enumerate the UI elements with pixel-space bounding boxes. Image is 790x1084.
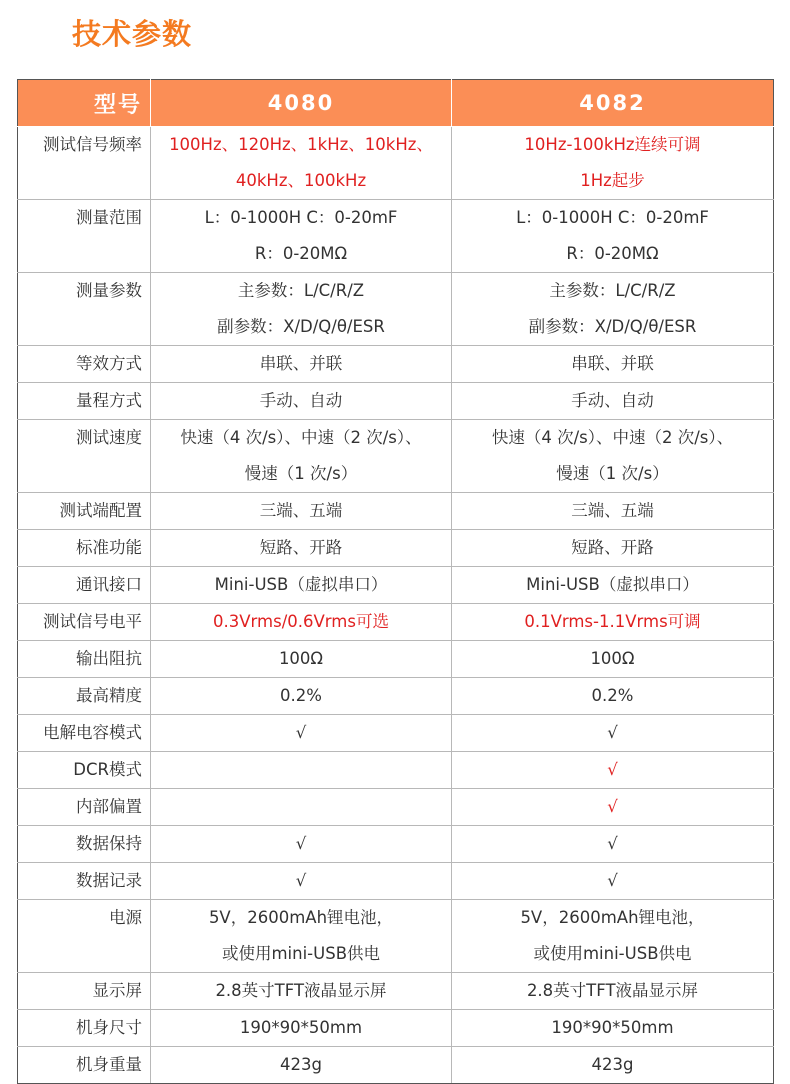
value-4080-cell [151,973,452,1010]
value-4082-line: 手动、自动 [571,391,654,410]
table-row [18,789,774,826]
row-label: 测试速度 [18,420,151,493]
value-4080-cell [151,641,452,678]
value-4080-cell [151,1010,452,1047]
value-4080-line: √ [295,834,307,853]
table-row [18,200,774,273]
value-4082-cell [452,973,774,1010]
value-4080-cell [151,420,452,493]
value-4080-line: 100Hz、120Hz、1kHz、10kHz、 [169,135,433,154]
table-row [18,641,774,678]
row-label: 内部偏置 [18,789,151,826]
value-4080-cell [151,752,452,789]
value-4082-cell [452,127,774,200]
value-4080-line: 快速（4 次/s）、中速（2 次/s）、 [180,428,422,447]
value-4080-line: 0.3Vrms/0.6Vrms可选 [213,612,389,631]
table-row [18,826,774,863]
value-4080-line [151,752,451,788]
row-label: 机身重量 [18,1047,151,1084]
row-label: 数据保持 [18,826,151,863]
table-row [18,604,774,641]
value-4082-cell [452,420,774,493]
value-4080-line: √ [295,723,307,742]
table-row [18,678,774,715]
value-4082-cell [452,273,774,346]
row-label: 机身尺寸 [18,1010,151,1047]
value-4080-line: 手动、自动 [259,391,343,410]
value-4082-line: 串联、并联 [571,354,654,373]
value-4082-cell [452,200,774,273]
row-label: 电解电容模式 [18,715,151,752]
value-4082-line: 0.2% [591,686,634,705]
value-4082-cell [452,346,774,383]
table-row [18,420,774,493]
header-model-4082: 4082 [452,80,774,127]
table-row [18,346,774,383]
value-4082-line: 主参数：L/C/R/Z [549,281,676,300]
table-row [18,567,774,604]
value-4082-cell [452,1047,774,1084]
value-4082-line: 或使用mini-USB供电 [533,944,692,963]
value-4082-line: 2.8英寸TFT液晶显示屏 [526,981,699,1000]
value-4080-cell [151,127,452,200]
value-4080-cell [151,789,452,826]
page-title: 技术参数 [72,17,193,51]
value-4080-line: R：0-20MΩ [254,244,348,263]
value-4082-cell [452,715,774,752]
header-model-4080: 4080 [151,80,452,127]
table-row [18,1047,774,1084]
table-row [18,127,774,200]
value-4082-cell [452,900,774,973]
table-row [18,900,774,973]
value-4080-cell [151,567,452,604]
value-4080-cell [151,900,452,973]
value-4082-cell [452,493,774,530]
value-4082-line: L：0-1000H C：0-20mF [516,208,709,227]
value-4082-line: 短路、开路 [571,538,654,557]
row-label: 测试端配置 [18,493,151,530]
value-4080-cell [151,826,452,863]
value-4082-line: 423g [591,1055,634,1074]
table-row [18,530,774,567]
value-4080-cell [151,715,452,752]
value-4080-cell [151,530,452,567]
row-label: 输出阻抗 [18,641,151,678]
value-4082-line: 慢速（1 次/s） [556,464,669,483]
value-4080-line: 副参数：X/D/Q/θ/ESR [217,317,385,336]
value-4082-cell [452,1010,774,1047]
value-4080-line: 40kHz、100kHz [235,171,367,190]
value-4080-cell [151,863,452,900]
value-4082-line: Mini-USB（虚拟串口） [526,575,699,594]
value-4080-line: 5V，2600mAh锂电池， [208,908,394,927]
value-4082-line: 0.1Vrms-1.1Vrms可调 [524,612,701,631]
value-4082-line: 5V，2600mAh锂电池， [520,908,705,927]
value-4082-line: 10Hz-100kHz连续可调 [524,135,701,154]
table-row [18,973,774,1010]
row-label: 测量范围 [18,200,151,273]
value-4080-line: Mini-USB（虚拟串口） [214,575,388,594]
value-4080-line: 0.2% [280,686,322,705]
value-4082-line: 190*90*50mm [551,1018,674,1037]
value-4082-line: √ [607,797,618,816]
value-4080-cell [151,383,452,420]
table-row [18,383,774,420]
value-4082-cell [452,752,774,789]
value-4082-line: √ [607,760,618,779]
row-label: 测试信号电平 [18,604,151,641]
value-4080-line: 423g [280,1055,322,1074]
row-label: 标准功能 [18,530,151,567]
value-4082-cell [452,863,774,900]
value-4080-line [151,789,451,825]
header-model-label: 型号 [18,80,151,127]
row-label: 数据记录 [18,863,151,900]
row-label: DCR模式 [18,752,151,789]
value-4082-cell [452,383,774,420]
row-label: 最高精度 [18,678,151,715]
table-row [18,752,774,789]
table-header-row [18,80,774,127]
value-4080-line: 主参数：L/C/R/Z [237,281,365,300]
value-4080-line: 100Ω [278,649,324,668]
value-4080-line: 或使用mini-USB供电 [221,944,381,963]
row-label: 通讯接口 [18,567,151,604]
value-4080-cell [151,493,452,530]
value-4082-line: 三端、五端 [571,501,654,520]
table-row [18,493,774,530]
value-4080-line: 慢速（1 次/s） [244,464,358,483]
value-4080-line: 串联、并联 [259,354,343,373]
value-4082-cell [452,604,774,641]
value-4082-cell [452,678,774,715]
value-4082-line: R：0-20MΩ [566,244,659,263]
value-4080-cell [151,346,452,383]
value-4082-line: √ [607,834,618,853]
row-label: 测试信号频率 [18,127,151,200]
value-4082-cell [452,789,774,826]
table-row [18,863,774,900]
value-4080-line: 短路、开路 [259,538,343,557]
value-4080-line: L：0-1000H C：0-20mF [204,208,398,227]
value-4082-line: 100Ω [590,649,635,668]
value-4082-cell [452,641,774,678]
row-label: 显示屏 [18,973,151,1010]
value-4082-line: √ [607,871,618,890]
value-4080-cell [151,678,452,715]
value-4082-line: √ [607,723,618,742]
value-4082-cell [452,567,774,604]
row-label: 量程方式 [18,383,151,420]
value-4080-cell [151,200,452,273]
value-4080-line: √ [295,871,307,890]
value-4080-line: 190*90*50mm [239,1018,363,1037]
value-4082-cell [452,826,774,863]
value-4080-line: 2.8英寸TFT液晶显示屏 [215,981,387,1000]
table-row [18,1010,774,1047]
value-4082-line: 1Hz起步 [580,171,645,190]
spec-table [17,79,774,1084]
row-label: 等效方式 [18,346,151,383]
value-4082-cell [452,530,774,567]
value-4082-line: 快速（4 次/s）、中速（2 次/s）、 [491,428,734,447]
row-label: 测量参数 [18,273,151,346]
value-4082-line: 副参数：X/D/Q/θ/ESR [528,317,697,336]
row-label: 电源 [18,900,151,973]
value-4080-line: 三端、五端 [259,501,343,520]
value-4080-cell [151,604,452,641]
value-4080-cell [151,273,452,346]
table-row [18,715,774,752]
value-4080-cell [151,1047,452,1084]
table-row [18,273,774,346]
